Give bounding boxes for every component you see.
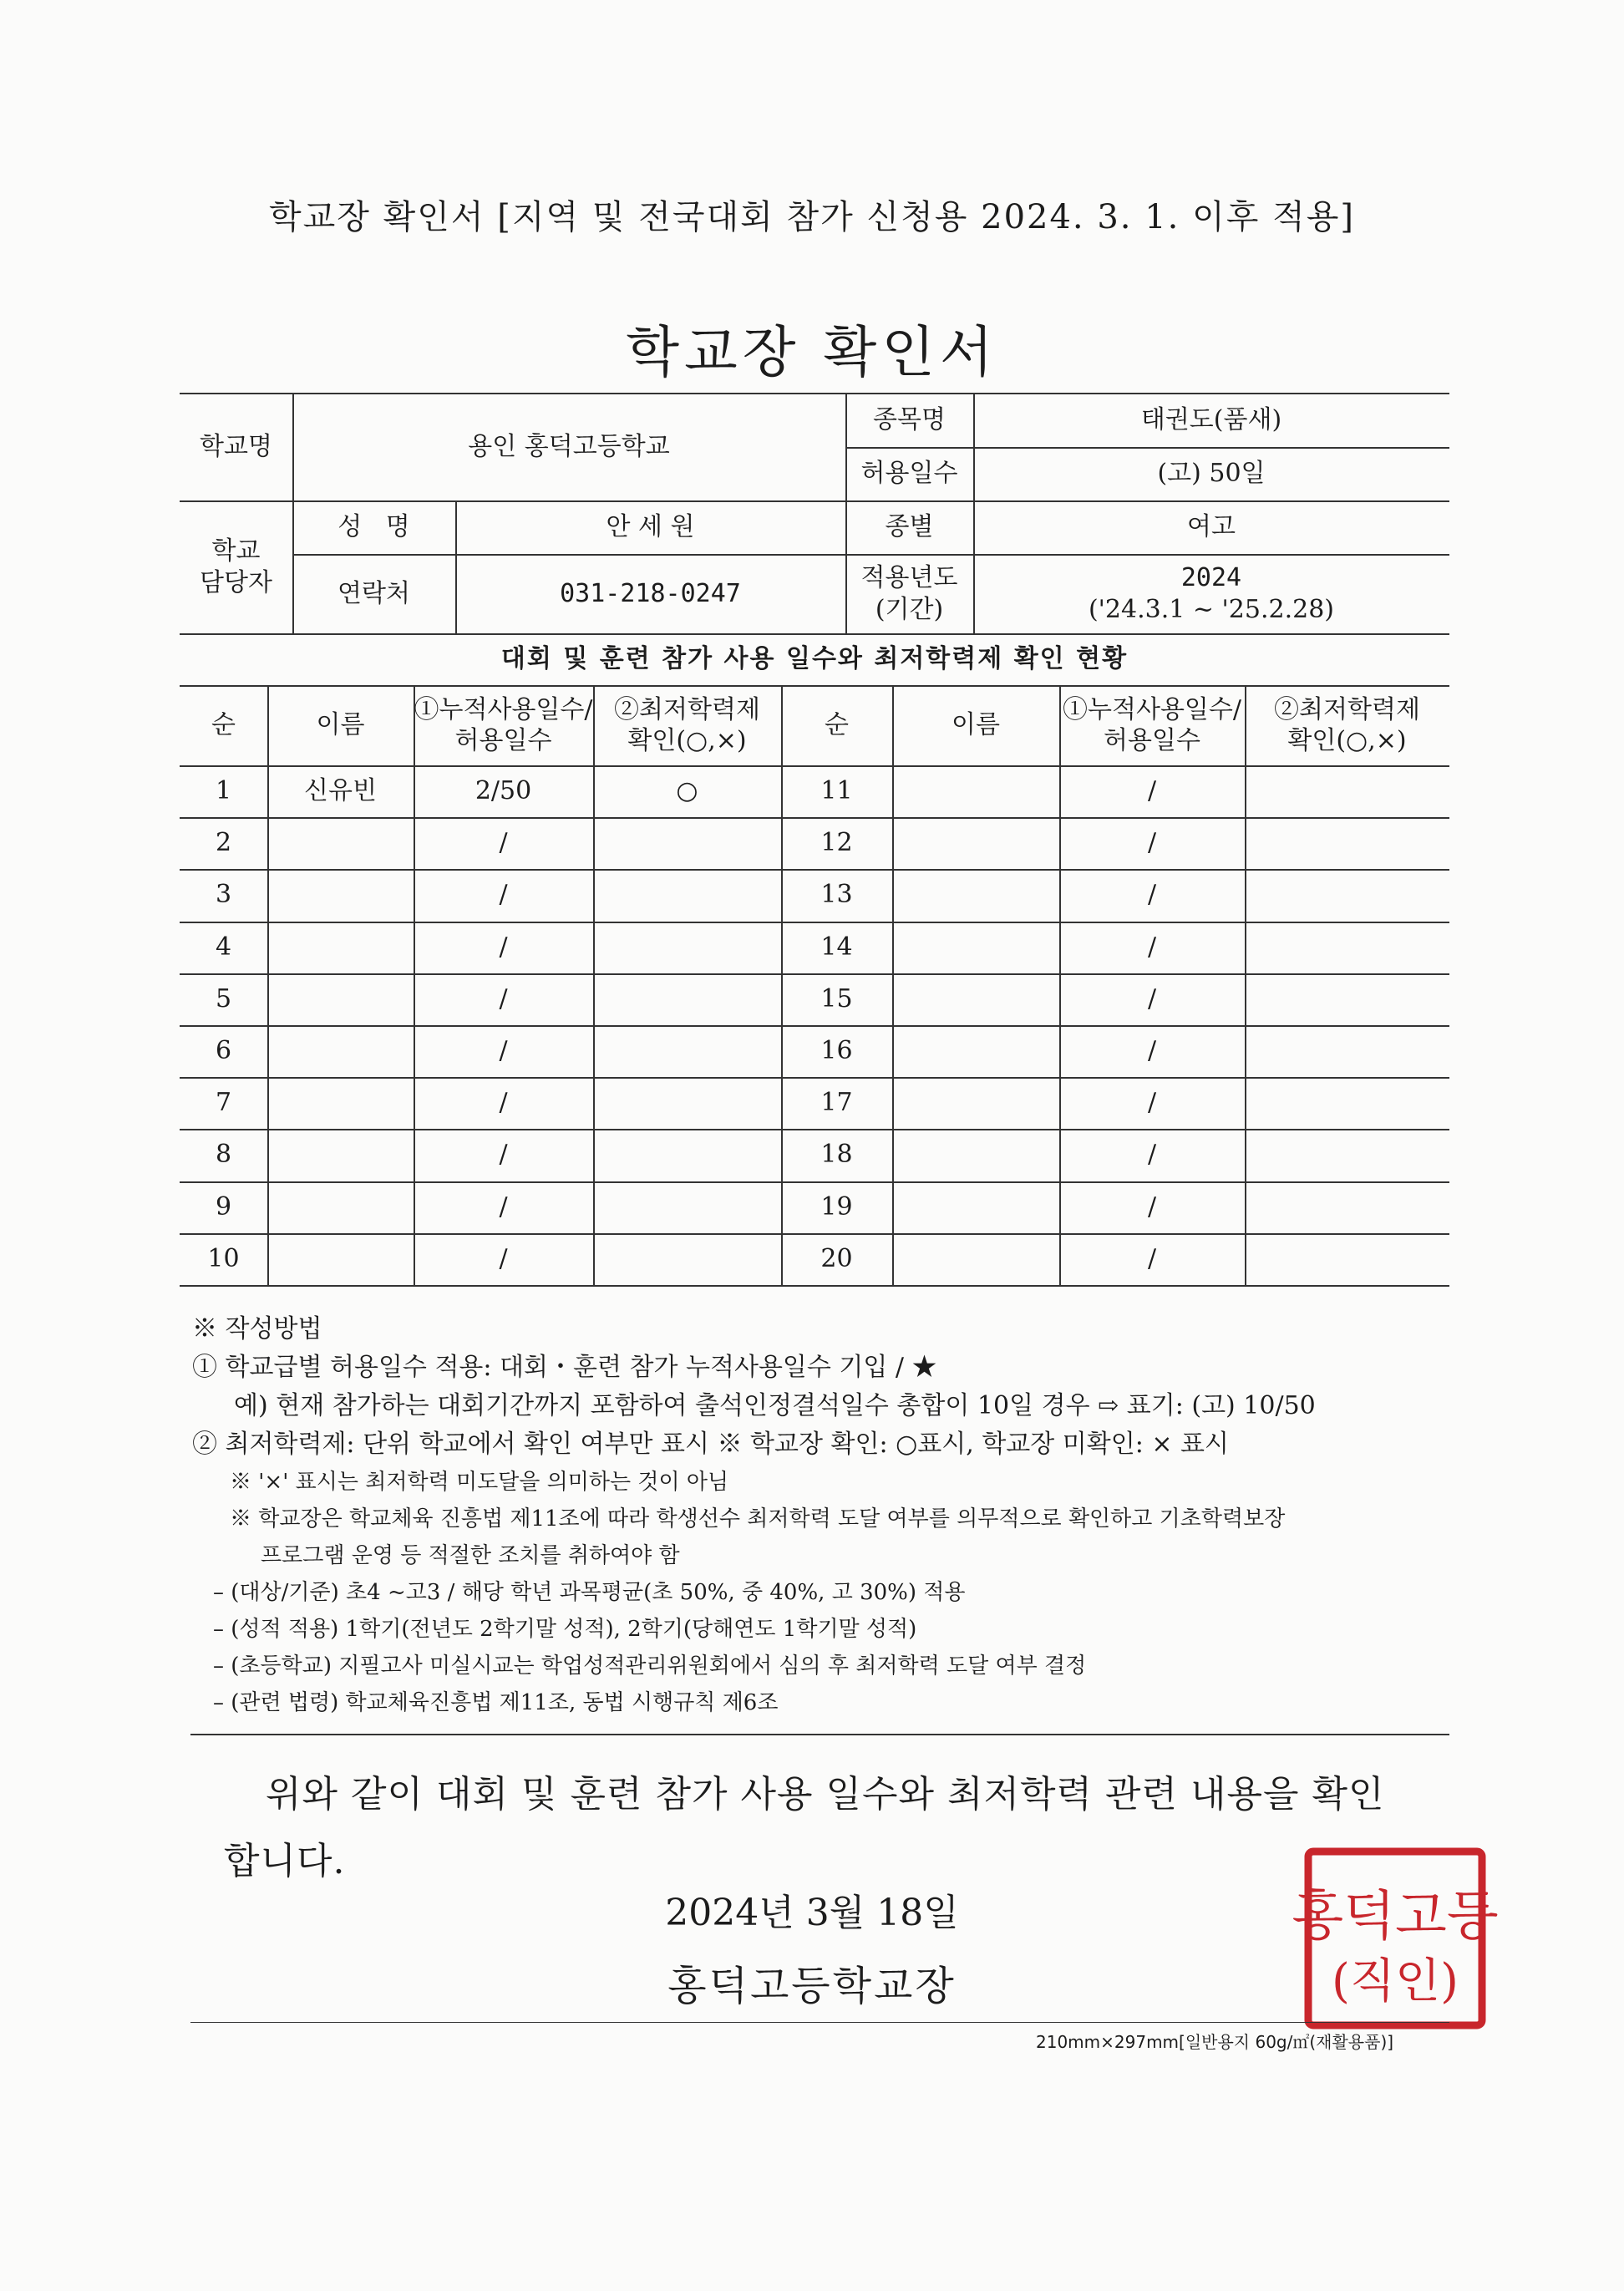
header-name-left: 이름 bbox=[316, 710, 365, 740]
row-left-confirm bbox=[593, 1129, 781, 1181]
divider-line bbox=[190, 1734, 1449, 1735]
notes-line9: – (초등학교) 지필고사 미실시교는 학업성적관리위원회에서 심의 후 최저학력 도달 여부 결정 bbox=[213, 1653, 1087, 1679]
notes-line8: – (성적 적용) 1학기(전년도 2학기말 성적), 2학기(당해연도 1학기말 성적) bbox=[213, 1617, 917, 1642]
footer-line bbox=[190, 2022, 1449, 2023]
official-seal-icon bbox=[1292, 1847, 1499, 2030]
header-confirm-left-line2: 확인(○,×) bbox=[627, 726, 747, 755]
header-confirm-left bbox=[593, 685, 781, 765]
notes-line1: ① 학교급별 허용일수 적용: 대회・훈련 참가 누적사용일수 기입 / ★ bbox=[192, 1353, 937, 1382]
header-confirm-left-line1: ②최저학력제 bbox=[614, 694, 760, 724]
row-left-name bbox=[267, 869, 414, 921]
row-right-confirm bbox=[1245, 817, 1449, 869]
notes-title: ※ 작성방법 bbox=[192, 1314, 322, 1344]
row-left-days: / bbox=[499, 828, 508, 858]
notes-line10: – (관련 법령) 학교체육진흥법 제11조, 동법 시행규칙 제6조 bbox=[213, 1690, 779, 1715]
header-confirm-right-line1: ②최저학력제 bbox=[1274, 694, 1420, 724]
row-right-days: / bbox=[1147, 1244, 1157, 1274]
year-period: ('24.3.1 ~ '25.2.28) bbox=[1088, 594, 1335, 624]
row-left-confirm bbox=[593, 973, 781, 1025]
svg-text:홍덕고등: 홍덕고등 bbox=[1292, 1886, 1499, 1948]
row-left-confirm bbox=[593, 869, 781, 921]
row-left-confirm bbox=[593, 1025, 781, 1077]
row-left-days: / bbox=[499, 984, 508, 1014]
row-right-no: 11 bbox=[820, 776, 853, 806]
row-right-name bbox=[892, 765, 1059, 817]
row-left-no: 2 bbox=[215, 828, 232, 858]
year-label-line1: 적용년도 bbox=[860, 563, 958, 592]
row-left-name bbox=[267, 1233, 414, 1285]
contact-label-line2: 담당자 bbox=[200, 567, 272, 597]
header-days-left bbox=[414, 685, 593, 765]
contact-label-line1: 학교 bbox=[211, 536, 261, 566]
row-right-confirm bbox=[1245, 922, 1449, 973]
confirmation-statement bbox=[224, 1761, 1452, 1895]
header-confirm-right bbox=[1245, 685, 1449, 765]
row-left-days: / bbox=[499, 1244, 508, 1274]
row-left-days: / bbox=[499, 932, 508, 963]
row-left-no: 8 bbox=[215, 1140, 232, 1170]
header-days-left-line2: 허용일수 bbox=[454, 726, 552, 755]
header-no-left: 순 bbox=[211, 710, 236, 740]
contact-person-label bbox=[180, 500, 292, 633]
notes-line2: 예) 현재 참가하는 대회기간까지 포함하여 출석인정결석일수 총합이 10일 경우 ⇨ 표기: (고) 10/50 bbox=[234, 1391, 1316, 1420]
row-left-no: 6 bbox=[215, 1036, 232, 1066]
allowed-days-value: (고) 50일 bbox=[1157, 459, 1266, 489]
row-left-no: 9 bbox=[215, 1192, 232, 1222]
person-name-value: 안 세 원 bbox=[606, 512, 695, 542]
year-value bbox=[973, 554, 1449, 633]
year-label-line2: (기간) bbox=[875, 594, 944, 624]
notes-line5: ※ 학교장은 학교체육 진흥법 제11조에 따라 학생선수 최저학력 도달 여부를 의무적으로 확인하고 기초학력보장 bbox=[230, 1506, 1286, 1532]
notes-line6: 프로그램 운영 등 적절한 조치를 취하여야 함 bbox=[261, 1543, 680, 1568]
instructions bbox=[192, 1310, 1470, 1721]
row-right-name bbox=[892, 817, 1059, 869]
row-right-days: / bbox=[1147, 776, 1157, 806]
notes-line7: – (대상/기준) 초4 ~고3 / 해당 학년 과목평균(초 50%, 중 40%, 고 30%) 적용 bbox=[213, 1580, 966, 1605]
year-label bbox=[845, 554, 973, 633]
row-left-no: 10 bbox=[207, 1244, 240, 1274]
row-right-confirm bbox=[1245, 1233, 1449, 1285]
row-right-no: 19 bbox=[820, 1192, 853, 1222]
row-right-name bbox=[892, 1181, 1059, 1233]
row-left-confirm bbox=[593, 1077, 781, 1129]
row-right-days: / bbox=[1147, 1036, 1157, 1066]
person-name-label: 성 명 bbox=[337, 512, 410, 542]
header-days-right-line2: 허용일수 bbox=[1104, 726, 1200, 755]
row-right-confirm bbox=[1245, 1025, 1449, 1077]
header-days-right-line1: ①누적사용일수/ bbox=[1063, 694, 1241, 724]
row-left-confirm bbox=[593, 1233, 781, 1285]
notes-line3: ② 최저학력제: 단위 학교에서 확인 여부만 표시 ※ 학교장 확인: ○표시, 학교장 미확인: × 표시 bbox=[192, 1430, 1230, 1459]
type-value: 여고 bbox=[1187, 512, 1236, 542]
row-right-name bbox=[892, 1077, 1059, 1129]
row-left-no: 7 bbox=[215, 1088, 232, 1118]
row-right-confirm bbox=[1245, 1181, 1449, 1233]
row-right-no: 18 bbox=[820, 1140, 853, 1170]
school-name-value: 용인 홍덕고등학교 bbox=[468, 431, 670, 461]
row-right-no: 13 bbox=[820, 880, 853, 910]
row-right-no: 15 bbox=[820, 984, 853, 1014]
row-left-confirm bbox=[593, 922, 781, 973]
row-left-days: / bbox=[499, 1088, 508, 1118]
paper-spec: 210mm×297mm[일반용지 60g/㎡(재활용품)] bbox=[1036, 2032, 1394, 2052]
row-right-no: 20 bbox=[820, 1244, 853, 1274]
row-left-name bbox=[267, 1025, 414, 1077]
header-no-right: 순 bbox=[825, 710, 849, 740]
sport-label: 종목명 bbox=[873, 404, 946, 434]
row-left-name bbox=[267, 973, 414, 1025]
row-right-days: / bbox=[1147, 932, 1157, 963]
page-title: 학교장 확인서 bbox=[626, 320, 998, 384]
row-right-confirm bbox=[1245, 973, 1449, 1025]
row-left-confirm bbox=[593, 817, 781, 869]
row-right-confirm bbox=[1245, 1129, 1449, 1181]
row-left-name bbox=[267, 1129, 414, 1181]
row-left-days: / bbox=[499, 1192, 508, 1222]
row-right-days: / bbox=[1147, 1140, 1157, 1170]
row-left-confirm: ○ bbox=[676, 776, 698, 806]
notes-line4: ※ '×' 표시는 최저학력 미도달을 의미하는 것이 아님 bbox=[230, 1470, 729, 1495]
row-right-confirm bbox=[1245, 765, 1449, 817]
year-number: 2024 bbox=[1180, 563, 1242, 592]
phone-label: 연락처 bbox=[337, 578, 410, 608]
confirmation-line2: 합니다. bbox=[224, 1840, 346, 1882]
row-left-no: 5 bbox=[215, 984, 232, 1014]
confirmation-line1: 위와 같이 대회 및 훈련 참가 사용 일수와 최저학력 관련 내용을 확인 bbox=[266, 1773, 1385, 1816]
header-confirm-right-line2: 확인(○,×) bbox=[1287, 726, 1407, 755]
row-right-days: / bbox=[1147, 1088, 1157, 1118]
type-label: 종별 bbox=[885, 512, 934, 542]
row-right-days: / bbox=[1147, 880, 1157, 910]
form-header-title: 학교장 확인서 [지역 및 전국대회 참가 신청용 2024. 3. 1. 이후 적용] bbox=[269, 198, 1355, 236]
school-name-label: 학교명 bbox=[200, 431, 272, 461]
row-left-no: 3 bbox=[215, 880, 232, 910]
status-table-title: 대회 및 훈련 참가 사용 일수와 최저학력제 확인 현황 bbox=[500, 644, 1129, 674]
row-left-days: / bbox=[499, 1140, 508, 1170]
row-right-name bbox=[892, 1129, 1059, 1181]
row-left-days: / bbox=[499, 1036, 508, 1066]
row-left-name bbox=[267, 1181, 414, 1233]
row-right-name bbox=[892, 973, 1059, 1025]
row-left-name: 신유빈 bbox=[304, 776, 377, 806]
row-right-no: 16 bbox=[820, 1036, 853, 1066]
sport-value: 태권도(품새) bbox=[1140, 404, 1282, 434]
row-left-name bbox=[267, 1077, 414, 1129]
row-right-days: / bbox=[1147, 1192, 1157, 1222]
row-right-no: 12 bbox=[820, 828, 853, 858]
header-name-right: 이름 bbox=[952, 710, 1000, 740]
row-left-no: 1 bbox=[215, 776, 232, 806]
row-right-confirm bbox=[1245, 1077, 1449, 1129]
row-left-name bbox=[267, 922, 414, 973]
row-right-name bbox=[892, 1025, 1059, 1077]
row-left-name bbox=[267, 817, 414, 869]
row-right-no: 14 bbox=[820, 932, 853, 963]
principal-name: 홍덕고등학교장 bbox=[667, 1963, 957, 2009]
row-left-days: / bbox=[499, 880, 508, 910]
header-days-right bbox=[1059, 685, 1245, 765]
allowed-days-label: 허용일수 bbox=[860, 459, 958, 489]
row-left-no: 4 bbox=[215, 932, 232, 963]
row-right-no: 17 bbox=[820, 1088, 853, 1118]
row-right-days: / bbox=[1147, 828, 1157, 858]
row-right-name bbox=[892, 922, 1059, 973]
phone-value: 031-218-0247 bbox=[560, 578, 741, 608]
header-days-left-line1: ①누적사용일수/ bbox=[414, 694, 593, 724]
row-right-name bbox=[892, 869, 1059, 921]
row-left-confirm bbox=[593, 1181, 781, 1233]
row-right-confirm bbox=[1245, 869, 1449, 921]
svg-text:(직인): (직인) bbox=[1332, 1954, 1459, 2009]
row-left-days: 2/50 bbox=[475, 776, 532, 806]
row-right-name bbox=[892, 1233, 1059, 1285]
issue-date: 2024년 3월 18일 bbox=[665, 1892, 959, 1934]
row-right-days: / bbox=[1147, 984, 1157, 1014]
